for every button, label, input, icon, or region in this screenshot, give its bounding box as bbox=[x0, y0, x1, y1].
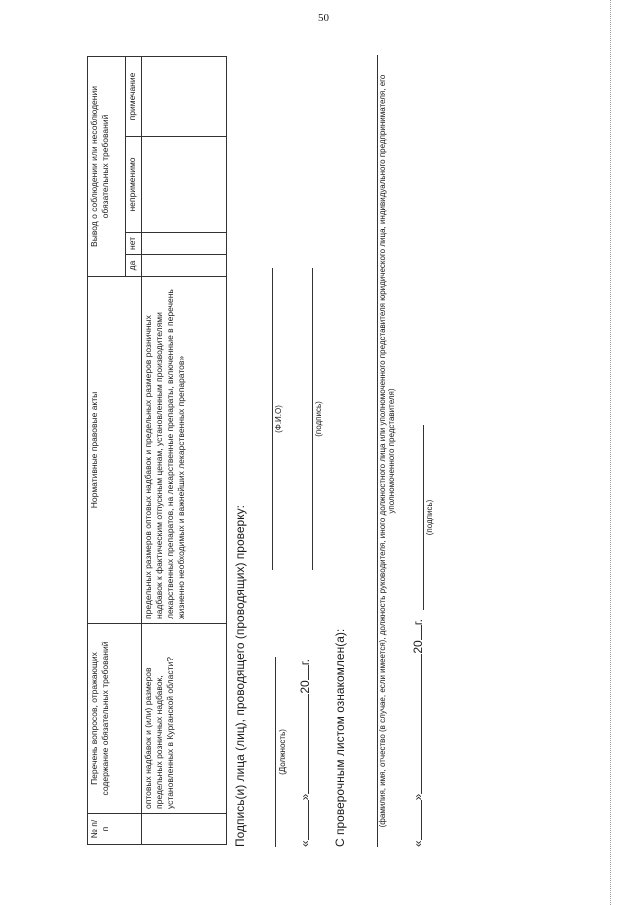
date-open-quote: « bbox=[411, 840, 425, 847]
header-yes: да bbox=[126, 255, 142, 277]
acquainted-date bbox=[411, 619, 425, 847]
header-conclusion: Вывод о соблюдении или несоблюдении обязательных требований bbox=[88, 56, 126, 276]
acquainted-signature-caption: (подпись) bbox=[425, 499, 434, 536]
header-num: № п/п bbox=[88, 814, 142, 845]
row-num bbox=[142, 814, 227, 845]
signature-line bbox=[312, 268, 313, 570]
header-na: неприменимо bbox=[126, 137, 142, 233]
acquainted-caption: (фамилия, имя, отчество (в случае, если имеется), должность руководителя, иного должностного лица или уполномоченного представителя юридического лица, индивидуального предпринимателя, его уполномоченного представителя) bbox=[378, 74, 396, 828]
acquainted-signature-line bbox=[423, 425, 424, 610]
date-suffix: г. bbox=[298, 659, 312, 666]
date-suffix: г. bbox=[411, 619, 425, 626]
header-note: примечание bbox=[126, 56, 142, 136]
row-yes-cell bbox=[142, 255, 227, 277]
position-caption: (Должность) bbox=[278, 729, 287, 775]
row-question: оптовых надбавок и (или) размеров предельных розничных надбавок, установленных в Курганской области? bbox=[142, 624, 227, 814]
position-line bbox=[275, 657, 276, 847]
acquainted-title: С проверочным листом ознакомлен(а): bbox=[333, 628, 347, 847]
signature-date bbox=[298, 659, 312, 847]
signature-title: Подпись(и) лица (лиц), проводящего (проводящих) проверку: bbox=[233, 505, 247, 847]
page-number: 50 bbox=[318, 12, 329, 24]
row-na-cell bbox=[142, 137, 227, 233]
fio-line bbox=[272, 268, 273, 570]
header-no: нет bbox=[126, 233, 142, 255]
checklist-table bbox=[87, 56, 227, 845]
scan-edge-line bbox=[610, 0, 611, 905]
row-note-cell bbox=[142, 56, 227, 136]
header-acts: Нормативные правовые акты bbox=[88, 277, 142, 624]
date-year: 20 bbox=[411, 640, 425, 654]
date-open-quote: « bbox=[298, 840, 312, 847]
fio-caption: (Ф.И.О) bbox=[274, 405, 283, 433]
date-close-quote: » bbox=[298, 793, 312, 801]
date-year: 20 bbox=[298, 680, 312, 694]
signature-caption: (подпись) bbox=[314, 401, 323, 437]
row-act: предельных размеров оптовых надбавок и предельных размеров розничных надбавок к фактическим отпускным ценам, установленным производителями лекарственных препаратов, на лекарственные препараты, включенные в перечень жизненно необходимых и важнейших лекарственных препаратов» bbox=[142, 277, 227, 624]
row-no-cell bbox=[142, 233, 227, 255]
header-questions: Перечень вопросов, отражающих содержание обязательных требований bbox=[88, 624, 142, 814]
date-close-quote: » bbox=[411, 793, 425, 801]
